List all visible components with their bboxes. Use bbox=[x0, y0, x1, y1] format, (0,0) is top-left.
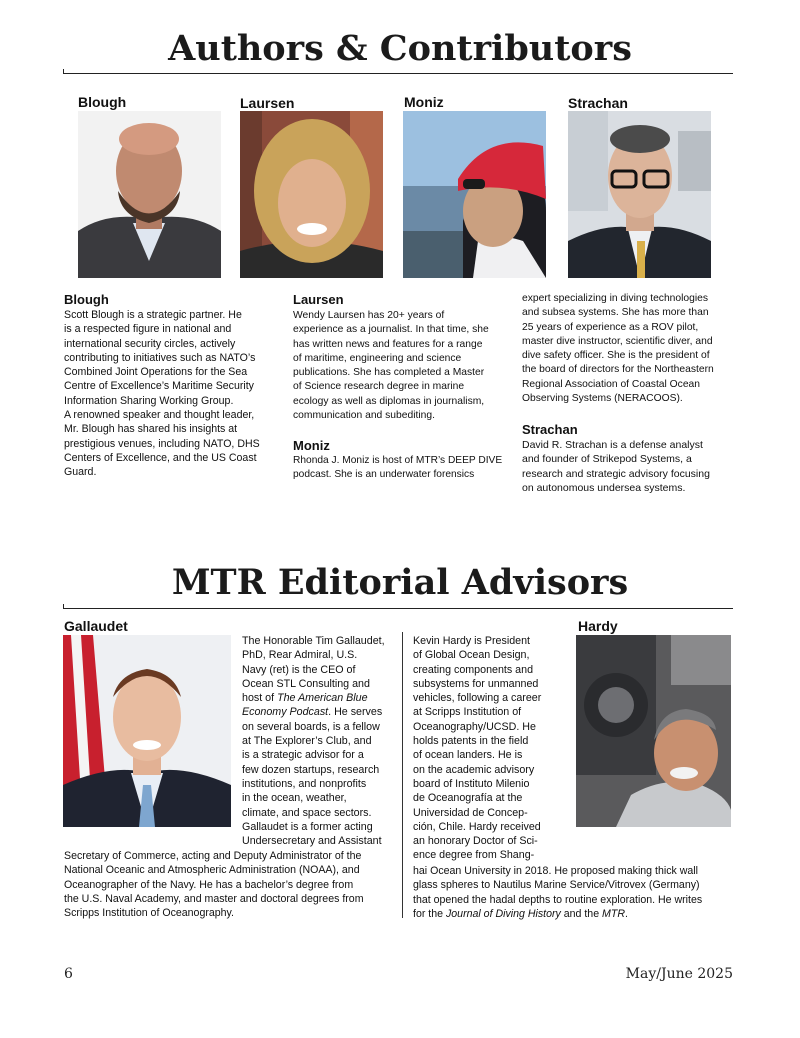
bio-line: creating components and bbox=[413, 663, 534, 676]
bio-line: few dozen startups, research bbox=[242, 763, 380, 776]
gallaudet-bio bbox=[242, 634, 394, 848]
column-divider bbox=[402, 632, 403, 918]
bio-line: communication and subediting. bbox=[293, 410, 435, 422]
bio-line: climate, and space sectors. bbox=[242, 806, 372, 819]
bio-line: ence degree from Shang- bbox=[413, 849, 535, 862]
bio-line: on autonomous undersea systems. bbox=[522, 481, 686, 494]
bio-line: ción, Chile. Hardy received bbox=[413, 820, 541, 833]
bio-line: is a respected figure in national and bbox=[64, 323, 232, 336]
issue-date: May/June 2025 bbox=[625, 966, 733, 982]
podcast-title-cont: Economy Podcast bbox=[242, 706, 329, 719]
bio-line: Centers of Excellence, and the US Coast bbox=[64, 451, 257, 464]
hardy-heading: Hardy bbox=[578, 618, 618, 634]
moniz-bio-continued bbox=[522, 292, 734, 406]
bio-line: Secretary of Commerce, acting and Deputy Administrator of the bbox=[64, 850, 362, 862]
bio-line: expert specializing in diving technologies bbox=[522, 293, 709, 304]
text-run: . bbox=[624, 907, 628, 920]
moniz-photo bbox=[403, 111, 546, 278]
strachan-bio bbox=[522, 438, 734, 495]
bio-line: master dive instructor, scientific diver, and bbox=[522, 335, 713, 347]
page-number: 6 bbox=[64, 966, 73, 982]
bio-line: Kevin Hardy is President bbox=[413, 635, 531, 647]
advisors-section-title: MTR Editorial Advisors bbox=[171, 562, 629, 603]
photo-label-blough: Blough bbox=[78, 94, 127, 110]
bio-line: board of Instituto Milenio bbox=[413, 777, 530, 790]
bio-line: Ocean STL Consulting and bbox=[242, 677, 370, 690]
bio-line: Centre of Excellence’s Maritime Security bbox=[64, 380, 254, 393]
bio-line: of maritime, engineering and science bbox=[293, 352, 462, 364]
photo-label-strachan: Strachan bbox=[568, 95, 628, 111]
hardy-bio bbox=[413, 634, 554, 863]
bio-line: Universidad de Concep- bbox=[413, 806, 528, 819]
podcast-title: The American Blue bbox=[277, 692, 368, 705]
bio-line: that opened the hadal depths to routine exploration. He writes bbox=[413, 893, 703, 906]
hardy-bio-continued bbox=[413, 864, 733, 921]
laursen-photo bbox=[240, 111, 383, 278]
blough-bio bbox=[64, 308, 284, 480]
gallaudet-bio-continued bbox=[64, 849, 396, 920]
bio-line: PhD, Rear Admiral, U.S. bbox=[242, 649, 358, 662]
bio-line: A renowned speaker and thought leader, bbox=[64, 409, 255, 422]
bio-line: Oceanographer of the Navy. He has a bachelor’s degree from bbox=[64, 878, 354, 891]
bio-line: in the ocean, weather, bbox=[242, 792, 347, 805]
bio-line: at The Explorer’s Club, and bbox=[242, 735, 372, 748]
journal-title: Journal of Diving History bbox=[445, 907, 561, 920]
moniz-bio-heading: Moniz bbox=[293, 438, 330, 453]
photo-label-moniz: Moniz bbox=[404, 94, 444, 110]
text-run: and the bbox=[560, 907, 603, 920]
bio-line: The Honorable Tim Gallaudet, bbox=[242, 635, 385, 647]
bio-line: vehicles, following a career bbox=[413, 692, 542, 705]
bio-line: glass spheres to Nautilus Marine Service/Vitrovex (Germany) bbox=[413, 879, 700, 892]
bio-line: ecology as well as diplomas in journalism, bbox=[293, 395, 485, 407]
blough-photo bbox=[78, 111, 221, 278]
text-run: . He serves bbox=[328, 706, 383, 719]
bio-line: David R. Strachan is a defense analyst bbox=[522, 439, 703, 451]
text-run: for the bbox=[413, 907, 446, 920]
bio-line: and subsea systems. She has more than bbox=[522, 307, 709, 319]
bio-line: the U.S. Naval Academy, and master and doctoral degrees from bbox=[64, 892, 364, 905]
bio-line: on the academic advisory bbox=[413, 763, 535, 776]
moniz-bio bbox=[293, 454, 515, 483]
bio-line: Guard. bbox=[64, 466, 97, 479]
laursen-bio-heading: Laursen bbox=[293, 292, 344, 307]
bio-line: an honorary Doctor of Sci- bbox=[413, 835, 538, 848]
authors-title-rule bbox=[63, 73, 733, 74]
bio-line: publications. She has completed a Master bbox=[293, 367, 485, 379]
bio-line: Scott Blough is a strategic partner. He bbox=[64, 309, 242, 321]
bio-line: is a strategic advisor for a bbox=[242, 749, 364, 762]
bio-line: dive safety officer. She is the president of bbox=[522, 350, 710, 362]
bio-line: Regional Association of Coastal Ocean bbox=[522, 378, 701, 390]
bio-line: has written news and features for a range bbox=[293, 338, 483, 350]
bio-line bbox=[242, 705, 394, 719]
bio-line: of Science research degree in marine bbox=[293, 381, 465, 393]
bio-line bbox=[413, 907, 733, 921]
gallaudet-photo bbox=[63, 635, 231, 827]
text-run: host of bbox=[242, 692, 278, 705]
bio-line: prestigious venues, including NATO, DHS bbox=[64, 437, 260, 450]
bio-line: hai Ocean University in 2018. He proposed making thick wall bbox=[413, 865, 698, 877]
bio-line: on several boards, is a fellow bbox=[242, 720, 380, 733]
bio-line: Undersecretary and Assistant bbox=[242, 835, 382, 848]
bio-line: subsystems for unmanned bbox=[413, 677, 539, 690]
magazine-title: MTR bbox=[602, 907, 625, 920]
bio-line: Gallaudet is a former acting bbox=[242, 820, 373, 833]
strachan-photo bbox=[568, 111, 711, 278]
bio-line: international security circles, actively bbox=[64, 337, 236, 350]
bio-line: and founder of Strikepod Systems, a bbox=[522, 453, 692, 466]
bio-line: Information Sharing Working Group. bbox=[64, 394, 234, 407]
photo-label-laursen: Laursen bbox=[240, 95, 295, 111]
bio-line: Navy (ret) is the CEO of bbox=[242, 663, 356, 676]
bio-line: of ocean landers. He is bbox=[413, 749, 523, 762]
bio-line: Mr. Blough has shared his insights at bbox=[64, 423, 238, 436]
bio-line: experience as a journalist. In that time, she bbox=[293, 324, 489, 336]
bio-line: 25 years of experience as a ROV pilot, bbox=[522, 321, 699, 333]
bio-line: holds patents in the field bbox=[413, 735, 529, 748]
bio-line bbox=[242, 691, 394, 705]
bio-line: Oceanography/UCSD. He bbox=[413, 720, 536, 733]
laursen-bio bbox=[293, 309, 515, 423]
gallaudet-heading: Gallaudet bbox=[64, 618, 128, 634]
bio-line: of Global Ocean Design, bbox=[413, 649, 530, 662]
bio-line: contributing to initiatives such as NATO’s bbox=[64, 351, 256, 364]
bio-line: the board of directors for the Northeastern bbox=[522, 364, 714, 376]
bio-line: podcast. She is an underwater forensics bbox=[293, 469, 475, 481]
bio-line: Rhonda J. Moniz is host of MTR’s DEEP DIVE bbox=[293, 455, 503, 466]
bio-line: de Oceanografía at the bbox=[413, 792, 523, 805]
hardy-photo bbox=[576, 635, 731, 827]
bio-line: Scripps Institution of Oceanography. bbox=[64, 907, 234, 920]
bio-line: National Oceanic and Atmospheric Administration (NOAA), and bbox=[64, 864, 360, 877]
bio-line: institutions, and nonprofits bbox=[242, 777, 367, 790]
authors-section-title: Authors & Contributors bbox=[168, 28, 632, 69]
bio-line: Combined Joint Operations for the Sea bbox=[64, 366, 248, 379]
strachan-bio-heading: Strachan bbox=[522, 422, 578, 437]
blough-bio-heading: Blough bbox=[64, 292, 109, 307]
bio-line: research and strategic advisory focusing bbox=[522, 467, 710, 480]
bio-line: at Scripps Institution of bbox=[413, 706, 522, 719]
bio-line: Observing Systems (NERACOOS). bbox=[522, 393, 683, 405]
advisors-title-rule bbox=[63, 608, 733, 609]
bio-line: Wendy Laursen has 20+ years of bbox=[293, 310, 445, 321]
